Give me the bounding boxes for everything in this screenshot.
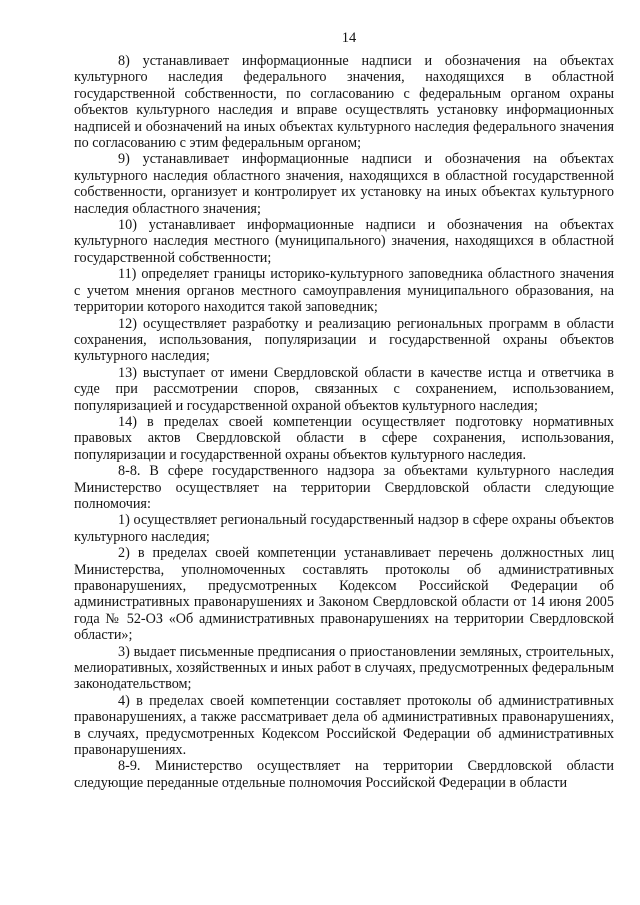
paragraph-item-13: 13) выступает от имени Свердловской области в качестве истца и ответчика в суде при рассмотрении споров, связанных с сохранением, использованием, популяризацией и государственной охраной объектов культурного наследия; — [74, 364, 614, 414]
page-number: 14 — [341, 30, 357, 46]
paragraph-item-9: 9) устанавливает информационные надписи и обозначения на объектах культурного наследия областного значения, находящихся в областной государственной собственности, организует и контролирует их установку на иных объектах культурного наследия областного значения; — [74, 151, 614, 217]
paragraph-item-10: 10) устанавливает информационные надписи и обозначения на объектах культурного наследия местного (муниципального) значения, находящихся в областной государственной собственности; — [74, 217, 614, 266]
section-8-9-paragraph: 8-9. Министерство осуществляет на территории Свердловской области следующие переданные отдельные полномочия Российской Федерации в области — [74, 758, 614, 791]
section-8-8-heading-paragraph: 8-8. В сфере государственного надзора за объектами культурного наследия Министерство осуществляет на территории Свердловской области следующие полномочия: — [74, 463, 614, 512]
paragraph-8-8-item-3: 3) выдает письменные предписания о приостановлении земляных, строительных, мелиоративных, хозяйственных и иных работ в случаях, предусмотренных федеральным законодательством; — [74, 643, 614, 693]
paragraph-item-12: 12) осуществляет разработку и реализацию региональных программ в области сохранения, использования, популяризации и государственной охраны объектов культурного наследия; — [74, 315, 614, 365]
paragraph-8-8-item-1: 1) осуществляет региональный государственный надзор в сфере охраны объектов культурного наследия; — [74, 512, 614, 545]
paragraph-8-8-item-4: 4) в пределах своей компетенции составляет протоколы об административных правонарушениях, а также рассматривает дела об административных правонарушениях, в случаях, предусмотренных Кодексом Российской Федерации об административных правонарушениях. — [74, 692, 614, 759]
paragraph-8-8-item-2: 2) в пределах своей компетенции устанавливает перечень должностных лиц Министерства, уполномоченных составлять протоколы об административных правонарушениях, предусмотренных Кодексом Российской Федерации об административных правонарушениях и Законом Свердловской области от 14 июня 2005 года № 52-ОЗ «Об административных правонарушениях на территории Свердловской области»; — [74, 545, 614, 644]
paragraph-item-11: 11) определяет границы историко-культурного заповедника областного значения с учетом мнения органов местного самоуправления муниципального образования, на территории которого находится такой заповедник; — [74, 266, 614, 316]
paragraph-item-14: 14) в пределах своей компетенции осуществляет подготовку нормативных правовых актов Свердловской области в сфере сохранения, использования, популяризации и государственной охраны объектов культурного наследия. — [74, 413, 614, 463]
paragraph-item-8: 8) устанавливает информационные надписи и обозначения на объектах культурного наследия федерального значения, находящихся в областной государственной собственности, по согласованию с федеральным органом охраны объектов культурного наследия и вправе осуществлять установку информационных надписей и обозначений на иных объектах культурного наследия федерального значения по согласованию с этим федеральным органом; — [74, 53, 614, 152]
